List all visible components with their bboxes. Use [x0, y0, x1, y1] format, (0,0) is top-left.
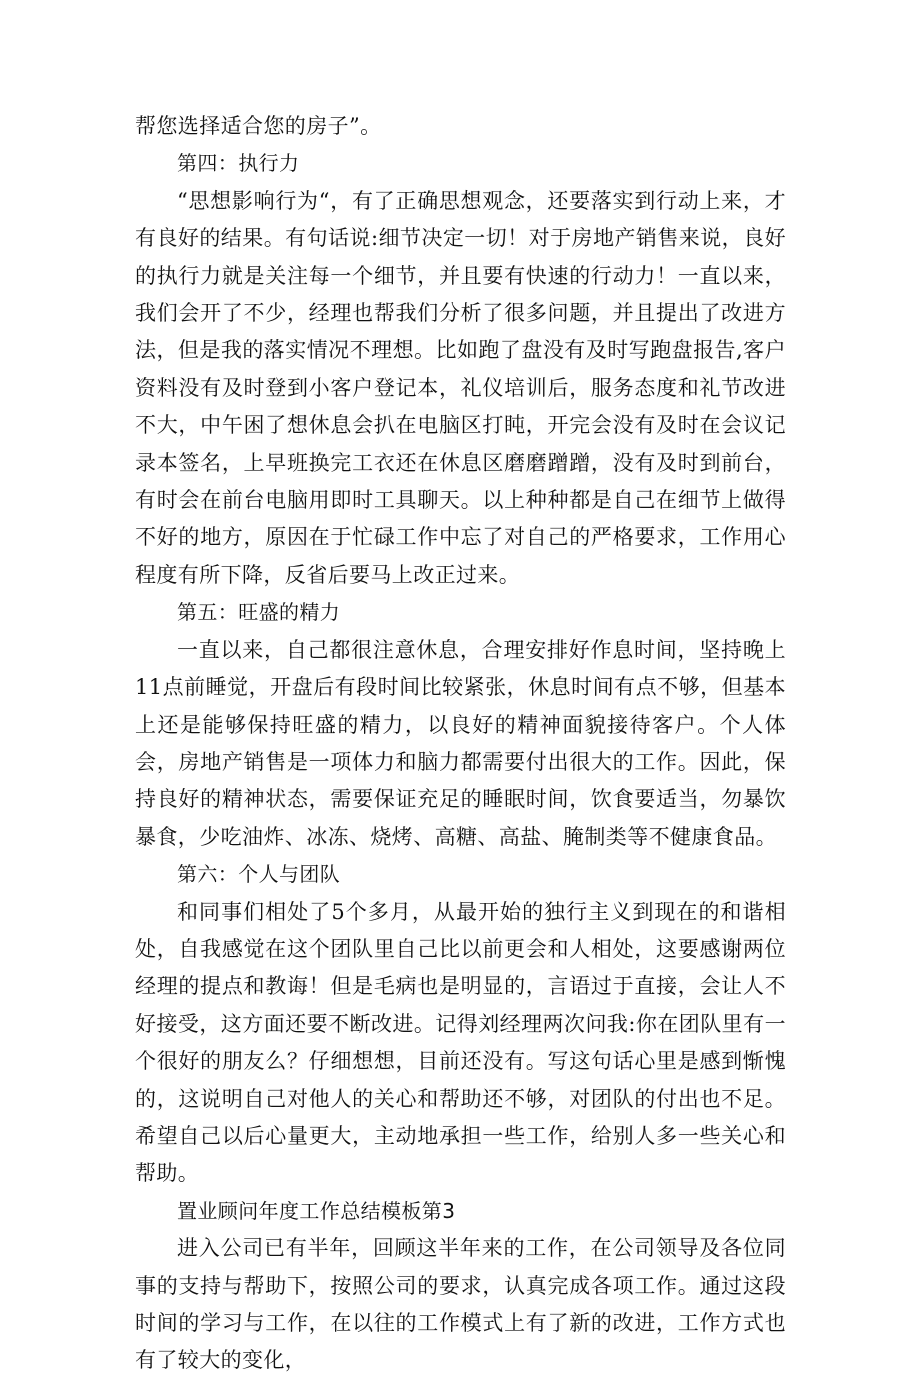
section-heading-execution: 第四：执行力: [177, 151, 300, 176]
paragraph-template-3: 进入公司已有半年，回顾这半年来的工作，在公司领导及各位同事的支持与帮助下，按照公司的要求，认真完成各项工作。通过这段时间的学习与工作，在以往的工作模式上有了新的改进，工作方式也有了较大的变化，: [135, 1236, 786, 1373]
section-heading-team: 第六：个人与团队: [177, 862, 341, 887]
paragraph-team: 和同事们相处了5个多月，从最开始的独行主义到现在的和谐相处，自我感觉在这个团队里自己比以前更会和人相处，这要感谢两位经理的提点和教诲！但是毛病也是明显的，言语过于直接，会让人不好接受，这方面还要不断改进。记得刘经理两次问我:你在团队里有一个很好的朋友么？仔细想想，目前还没有。写这句话心里是感到惭愧的，这说明自己对他人的关心和帮助还不够，对团队的付出也不足。希望自己以后心量更大，主动地承担一些工作，给别人多一些关心和帮助。: [135, 899, 786, 1186]
section-heading-energy: 第五：旺盛的精力: [177, 600, 341, 625]
document-body: [135, 108, 786, 1380]
paragraph-execution: “思想影响行为“，有了正确思想观念，还要落实到行动上来，才有良好的结果。有句话说:细节决定一切！对于房地产销售来说，良好的执行力就是关注每一个细节，并且要有快速的行动力！一直以来，我们会开了不少，经理也帮我们分析了很多问题，并且提出了改进方法，但是我的落实情况不理想。比如跑了盘没有及时写跑盘报告,客户资料没有及时登到小客户登记本，礼仪培训后，服务态度和礼节改进不大，中午困了想休息会扒在电脑区打盹，开完会没有及时在会议记录本签名，上早班换完工衣还在休息区磨磨蹭蹭，没有及时到前台，有时会在前台电脑用即时工具聊天。以上种种都是自己在细节上做得不好的地方，原因在于忙碌工作中忘了对自己的严格要求，工作用心程度有所下降，反省后要马上改正过来。: [135, 188, 786, 587]
section-heading-template-3: 置业顾问年度工作总结模板第3: [177, 1198, 456, 1223]
paragraph-continuation: 帮您选择适合您的房子”。: [135, 114, 382, 138]
paragraph-energy: 一直以来，自己都很注意休息，合理安排好作息时间，坚持晚上11点前睡觉，开盘后有段时间比较紧张，休息时间有点不够，但基本上还是能够保持旺盛的精力，以良好的精神面貌接待客户。个人体会，房地产销售是一项体力和脑力都需要付出很大的工作。因此，保持良好的精神状态，需要保证充足的睡眠时间，饮食要适当，勿暴饮暴食，少吃油炸、冰冻、烧烤、高糖、高盐、腌制类等不健康食品。: [135, 637, 786, 849]
